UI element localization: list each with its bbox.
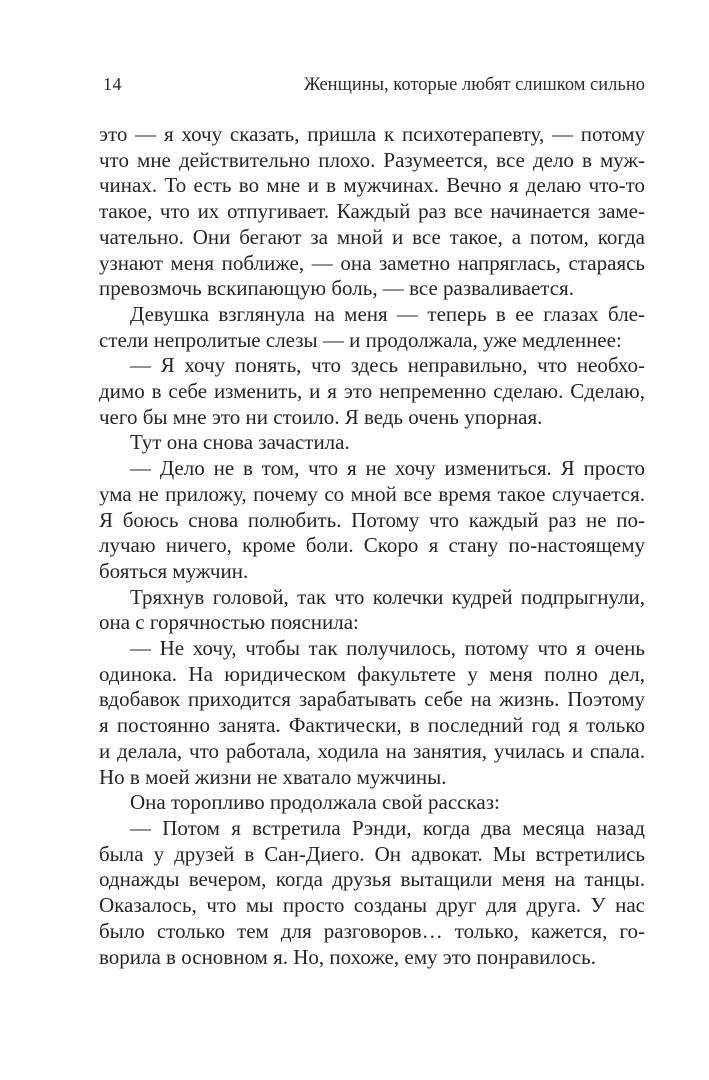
text-line: — Потом я встретила Рэнди, когда два месяца назад [130,815,645,840]
text-line: однажды вечером, когда друзья вытащили меня на танцы. [99,867,645,892]
text-line: ума не приложу, почему со мной все время такое случается. [99,481,645,506]
page-header [103,74,645,96]
paragraph [99,816,645,970]
text-line: — Не хочу, чтобы так получилось, потому что я очень [130,636,645,661]
text-line: была у друзей в Сан-Диего. Он адвокат. Мы встретились [99,841,645,866]
text-line: было столько тем для разговоров… только, кажется, го- [99,918,645,943]
paragraph [99,636,645,790]
text-line: это — я хочу сказать, пришла к психотерапевту, — потому [99,122,645,146]
text-line: она с горячностью пояснила: [99,610,359,635]
text-line: ворила в основном я. Но, похоже, ему это понравилось. [99,944,596,969]
text-line: превозмочь вскипающую боль, — все разваливается. [99,276,574,301]
text-line: одинока. На юридическом факультете у меня полно дел, [99,661,645,686]
text-line: — Я хочу понять, что здесь неправильно, что необхо- [130,353,645,378]
text-line: Я боюсь снова полюбить. Потому что каждый раз не по- [99,507,645,532]
text-line: Оказалось, что мы просто созданы друг для друга. У нас [99,893,645,918]
text-line: и делала, что работала, ходила на занятия, училась и спала. [99,738,645,763]
text-line: чательно. Они бегают за мной и все такое, а потом, когда [99,224,645,249]
text-line: такое, что их отпугивает. Каждый раз все начинается заме- [99,199,645,224]
text-line: — Дело не в том, что я не хочу измениться. Я просто [130,456,645,481]
text-line: димо в себе изменить, и я это непременно сделаю. Сделаю, [99,379,645,404]
paragraph [99,790,645,816]
paragraph [99,122,645,302]
text-line: чинах. То есть во мне и в мужчинах. Вечно я делаю что-то [99,173,645,198]
text-line: Девушка взглянула на меня — теперь в ее глазах бле- [130,301,645,326]
text-line: узнают меня поближе, — она заметно напряглась, стараясь [99,250,645,275]
paragraph [99,430,645,456]
paragraph [99,302,645,353]
text-line: Тряхнув головой, так что колечки кудрей подпрыгнули, [130,584,645,609]
paragraph [99,585,645,636]
text-line: что мне действительно плохо. Разумеется, все дело в муж- [99,147,645,172]
text-line: лучаю ничего, кроме боли. Скоро я стану по-настоящему [99,533,645,558]
page-number: 14 [103,74,122,94]
running-title: Женщины, которые любят слишком сильно [303,75,645,95]
text-line: Но в моей жизни не хватало мужчины. [99,764,447,789]
text-line: чего бы мне это ни стоило. Я ведь очень упорная. [99,404,543,429]
text-line: Она торопливо продолжала свой рассказ: [130,790,500,815]
text-line: я постоянно занята. Фактически, в последний год я только [99,713,645,738]
text-line: бояться мужчин. [99,558,249,583]
text-line: стели непролитые слезы — и продолжала, уже медленнее: [99,327,622,352]
text-line: вдобавок приходится зарабатывать себе на жизнь. Поэтому [99,687,645,712]
text-line: Тут она снова зачастила. [130,430,350,455]
paragraph [99,456,645,585]
page-body [99,122,645,970]
paragraph [99,353,645,430]
